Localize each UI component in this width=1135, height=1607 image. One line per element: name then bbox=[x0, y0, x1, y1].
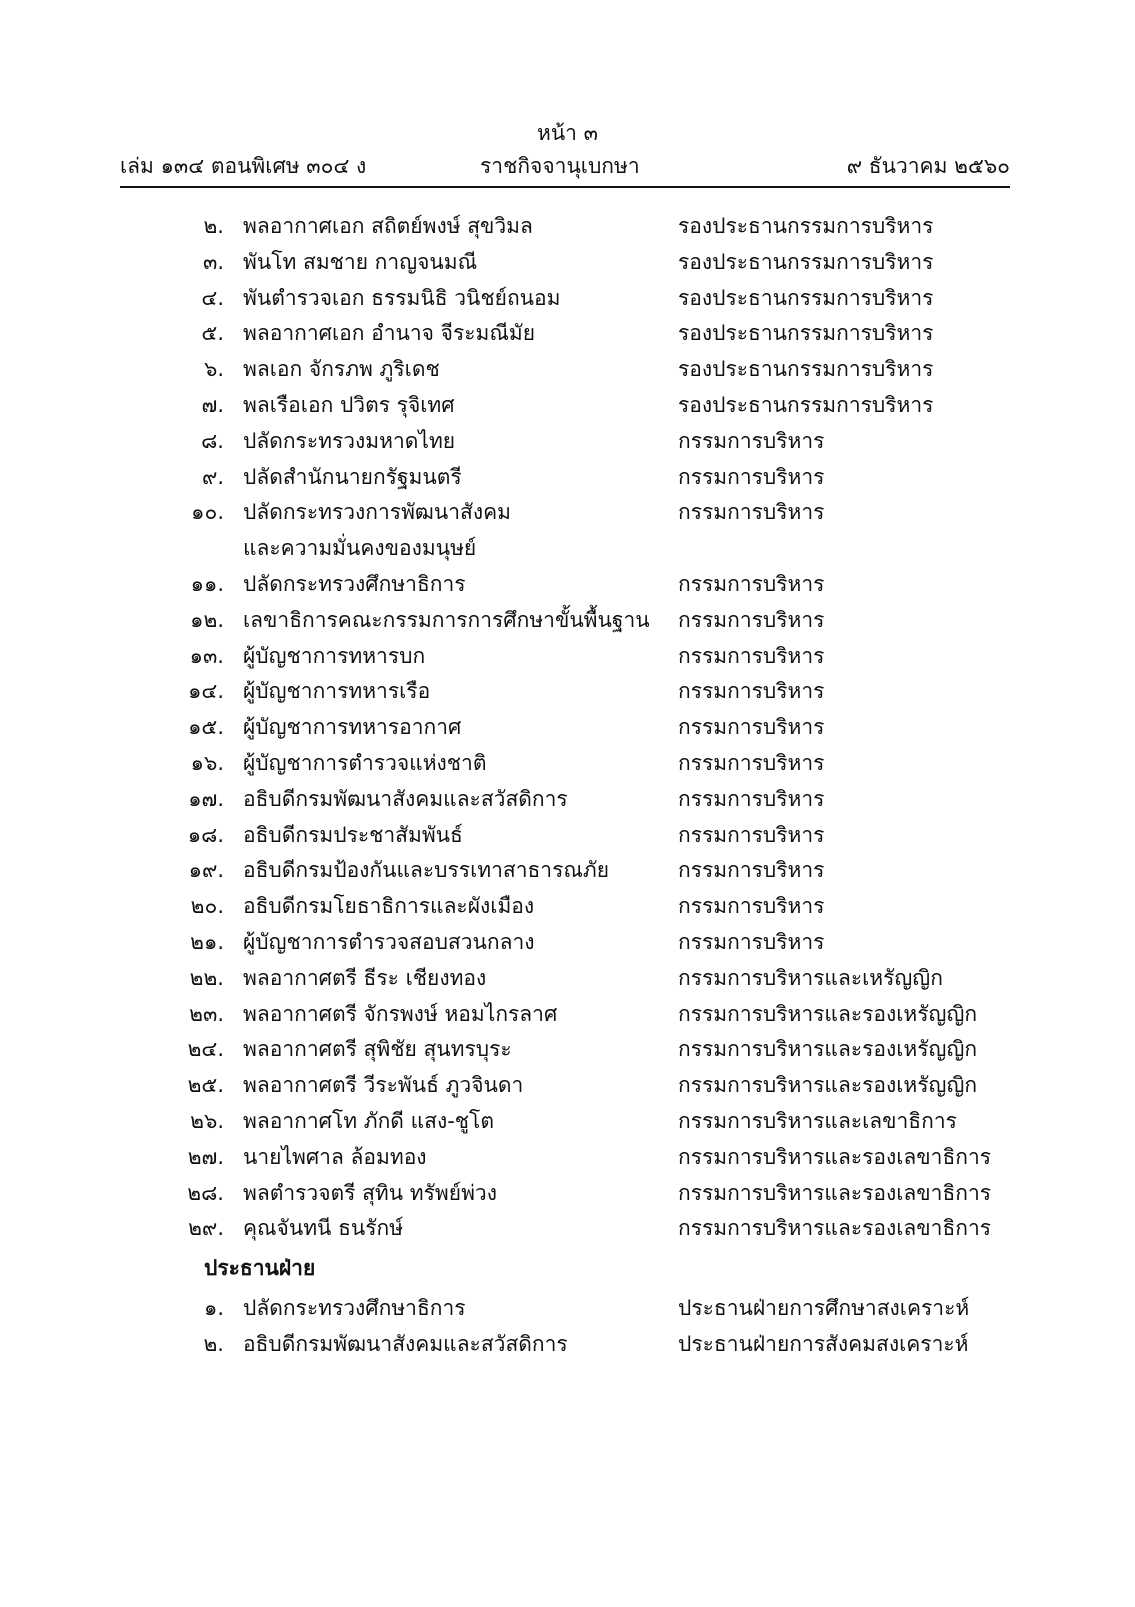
list-item bbox=[0, 854, 1135, 890]
item-number: ๑๙. bbox=[188, 858, 224, 883]
item-number: ๑๐. bbox=[191, 500, 224, 525]
list-item bbox=[0, 246, 1135, 282]
item-name: พลอากาศเอก อำนาจ จีระมณีมัย bbox=[243, 321, 536, 346]
item-role: รองประธานกรรมการบริหาร bbox=[678, 214, 934, 238]
list-item bbox=[0, 783, 1135, 819]
list-item bbox=[0, 962, 1135, 998]
item-name: อธิบดีกรมพัฒนาสังคมและสวัสดิการ bbox=[243, 1331, 568, 1356]
item-name: อธิบดีกรมพัฒนาสังคมและสวัสดิการ bbox=[243, 786, 568, 811]
item-number: ๒. bbox=[203, 214, 224, 238]
item-name: พลอากาศตรี สุพิชัย สุนทรบุระ bbox=[243, 1037, 512, 1062]
item-number: ๑๕. bbox=[188, 715, 224, 740]
list-item bbox=[0, 353, 1135, 389]
item-role: รองประธานกรรมการบริหาร bbox=[678, 321, 934, 346]
list-item bbox=[0, 568, 1135, 604]
item-role: ประธานฝ่ายการสังคมสงเคราะห์ bbox=[678, 1331, 969, 1356]
list-item bbox=[0, 1069, 1135, 1105]
item-number: ๒๗. bbox=[187, 1144, 224, 1169]
publication-date: ๙ ธันวาคม ๒๕๖๐ bbox=[846, 154, 1010, 178]
list-item bbox=[0, 926, 1135, 962]
item-number: ๒๔. bbox=[187, 1037, 224, 1062]
item-number: ๒๕. bbox=[187, 1073, 224, 1098]
list-item bbox=[0, 1033, 1135, 1069]
list-item bbox=[0, 890, 1135, 926]
item-name: พลอากาศตรี จักรพงษ์ หอมไกรลาศ bbox=[243, 1001, 558, 1026]
item-number: ๒๑. bbox=[190, 930, 224, 954]
item-number: ๒๐. bbox=[190, 894, 224, 919]
item-name: ปลัดกระทรวงมหาดไทย bbox=[243, 428, 456, 453]
item-number: ๑๒. bbox=[190, 607, 224, 632]
item-role: กรรมการบริหารและเหรัญญิก bbox=[678, 965, 943, 990]
item-name: พลอากาศโท ภักดี แสง-ชูโต bbox=[243, 1109, 494, 1133]
list-item bbox=[0, 604, 1135, 640]
item-role: ประธานฝ่ายการศึกษาสงเคราะห์ bbox=[678, 1296, 970, 1320]
item-name: พลเรือเอก ปวิตร รุจิเทศ bbox=[243, 393, 455, 417]
gazette-header bbox=[120, 150, 1010, 184]
item-number: ๒๙. bbox=[188, 1216, 224, 1241]
item-role: กรรมการบริหาร bbox=[678, 858, 825, 883]
item-role: กรรมการบริหารและรองเลขาธิการ bbox=[678, 1144, 992, 1169]
list-item bbox=[0, 1212, 1135, 1248]
item-role: กรรมการบริหารและรองเหรัญญิก bbox=[678, 1001, 978, 1026]
list-item bbox=[0, 711, 1135, 747]
item-number: ๒. bbox=[203, 1331, 224, 1356]
item-name: เลขาธิการคณะกรรมการการศึกษาขั้นพื้นฐาน bbox=[243, 607, 650, 632]
item-number: ๖. bbox=[203, 357, 224, 382]
list-item bbox=[0, 282, 1135, 318]
item-name: ผู้บัญชาการทหารอากาศ bbox=[243, 715, 462, 740]
item-name: พลอากาศเอก สถิตย์พงษ์ สุขวิมล bbox=[243, 214, 533, 238]
list-item bbox=[0, 1105, 1135, 1141]
item-role: กรรมการบริหาร bbox=[678, 822, 825, 847]
item-number: ๑๔. bbox=[188, 679, 224, 704]
item-role: กรรมการบริหาร bbox=[678, 643, 825, 668]
item-number: ๒๒. bbox=[189, 965, 224, 990]
list-item bbox=[0, 532, 1135, 568]
item-name: ปลัดสำนักนายกรัฐมนตรี bbox=[243, 464, 462, 489]
item-number: ๒๖. bbox=[190, 1109, 224, 1133]
item-name: พันโท สมชาย กาญจนมณี bbox=[243, 249, 478, 274]
item-number: ๘. bbox=[201, 428, 224, 453]
list-item bbox=[0, 675, 1135, 711]
item-number: ๓. bbox=[202, 249, 224, 274]
item-role: รองประธานกรรมการบริหาร bbox=[678, 285, 934, 310]
section-heading: ประธานฝ่าย bbox=[204, 1256, 316, 1281]
list-item bbox=[0, 1292, 1135, 1328]
item-name: ผู้บัญชาการตำรวจแห่งชาติ bbox=[243, 751, 487, 775]
item-number: ๒๓. bbox=[189, 1001, 224, 1026]
item-number: ๑๓. bbox=[189, 643, 224, 668]
item-name: คุณจันทนี ธนรักษ์ bbox=[243, 1216, 404, 1241]
item-number: ๕. bbox=[201, 321, 224, 346]
item-number: ๗. bbox=[201, 393, 224, 417]
item-name: ปลัดกระทรวงศึกษาธิการ bbox=[243, 572, 466, 596]
list-item bbox=[0, 425, 1135, 461]
list-item bbox=[0, 461, 1135, 497]
item-role: กรรมการบริหาร bbox=[678, 786, 825, 811]
item-name: พลอากาศตรี ธีระ เชียงทอง bbox=[243, 965, 487, 990]
item-number: ๑๘. bbox=[187, 822, 224, 847]
item-number: ๒๘. bbox=[187, 1180, 224, 1205]
item-name: ผู้บัญชาการทหารบก bbox=[243, 643, 426, 668]
item-name: ปลัดกระทรวงการพัฒนาสังคม bbox=[243, 500, 511, 525]
item-number: ๑๖. bbox=[190, 751, 224, 775]
item-name: พลเอก จักรภพ ภูริเดช bbox=[243, 357, 440, 382]
page-number: หน้า ๓ bbox=[536, 121, 599, 145]
item-name: พลอากาศตรี วีระพันธ์ ภูวจินดา bbox=[243, 1073, 524, 1098]
item-number: ๙. bbox=[201, 464, 224, 489]
issue-info: เล่ม ๑๓๔ ตอนพิเศษ ๓๐๔ ง bbox=[120, 154, 367, 178]
item-number: ๔. bbox=[201, 285, 224, 310]
item-role: กรรมการบริหาร bbox=[678, 464, 825, 489]
item-role: กรรมการบริหาร bbox=[678, 679, 825, 704]
list-item bbox=[0, 819, 1135, 855]
item-name: อธิบดีกรมโยธาธิการและผังเมือง bbox=[243, 894, 535, 919]
item-role: กรรมการบริหารและรองเลขาธิการ bbox=[678, 1216, 992, 1241]
item-name: นายไพศาล ล้อมทอง bbox=[243, 1144, 427, 1169]
list-item bbox=[0, 1177, 1135, 1213]
item-role: รองประธานกรรมการบริหาร bbox=[678, 357, 934, 382]
list-item bbox=[0, 1141, 1135, 1177]
list-item bbox=[0, 1328, 1135, 1364]
item-role: รองประธานกรรมการบริหาร bbox=[678, 249, 934, 274]
item-name: ผู้บัญชาการทหารเรือ bbox=[243, 679, 431, 704]
item-role: กรรมการบริหาร bbox=[678, 572, 825, 596]
item-name: พันตำรวจเอก ธรรมนิธิ วนิชย์ถนอม bbox=[243, 285, 561, 310]
list-item bbox=[0, 317, 1135, 353]
item-role: กรรมการบริหาร bbox=[678, 428, 825, 453]
item-role: กรรมการบริหาร bbox=[678, 607, 825, 632]
item-name: พลตำรวจตรี สุทิน ทรัพย์พ่วง bbox=[243, 1180, 497, 1205]
item-role: กรรมการบริหาร bbox=[678, 715, 825, 740]
gazette-title: ราชกิจจานุเบกษา bbox=[480, 154, 640, 178]
list-item bbox=[0, 747, 1135, 783]
item-name: อธิบดีกรมประชาสัมพันธ์ bbox=[243, 822, 463, 847]
item-role: กรรมการบริหารและเลขาธิการ bbox=[678, 1109, 957, 1133]
item-number: ๑๗. bbox=[188, 786, 224, 811]
list-item bbox=[0, 496, 1135, 532]
list-item bbox=[0, 640, 1135, 676]
item-name: และความมั่นคงของมนุษย์ bbox=[243, 536, 477, 561]
list-item bbox=[0, 210, 1135, 246]
item-role: รองประธานกรรมการบริหาร bbox=[678, 393, 934, 417]
item-role: กรรมการบริหาร bbox=[678, 930, 825, 954]
item-name: ปลัดกระทรวงศึกษาธิการ bbox=[243, 1296, 466, 1320]
item-role: กรรมการบริหารและรองเลขาธิการ bbox=[678, 1180, 992, 1205]
item-number: ๑. bbox=[203, 1296, 224, 1320]
item-number: ๑๑. bbox=[190, 572, 224, 596]
item-role: กรรมการบริหาร bbox=[678, 894, 825, 919]
item-name: อธิบดีกรมป้องกันและบรรเทาสาธารณภัย bbox=[243, 858, 610, 883]
list-item bbox=[0, 389, 1135, 425]
list-item bbox=[0, 998, 1135, 1034]
item-role: กรรมการบริหาร bbox=[678, 751, 825, 775]
header-rule bbox=[120, 186, 1010, 188]
item-role: กรรมการบริหาร bbox=[678, 500, 825, 525]
item-name: ผู้บัญชาการตำรวจสอบสวนกลาง bbox=[243, 930, 535, 954]
item-role: กรรมการบริหารและรองเหรัญญิก bbox=[678, 1073, 978, 1098]
item-role: กรรมการบริหารและรองเหรัญญิก bbox=[678, 1037, 978, 1062]
